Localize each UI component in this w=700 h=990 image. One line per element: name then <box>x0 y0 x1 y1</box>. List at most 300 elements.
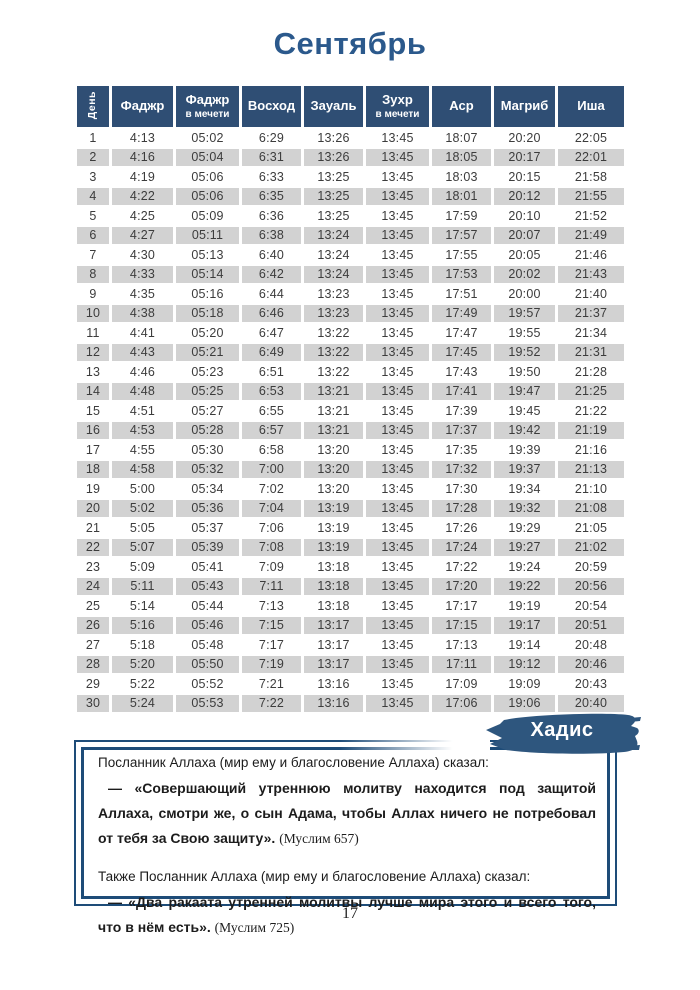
time-cell: 21:05 <box>558 519 624 537</box>
time-cell: 13:17 <box>304 636 363 654</box>
column-header: Зауаль <box>304 86 363 127</box>
time-cell: 13:45 <box>366 695 429 713</box>
day-cell: 20 <box>77 500 109 518</box>
day-cell: 27 <box>77 636 109 654</box>
time-cell: 17:57 <box>432 227 491 245</box>
day-cell: 10 <box>77 305 109 323</box>
time-cell: 5:07 <box>112 539 173 557</box>
time-cell: 13:45 <box>366 500 429 518</box>
time-cell: 19:12 <box>494 656 555 674</box>
time-cell: 17:06 <box>432 695 491 713</box>
table-row <box>77 617 624 635</box>
day-cell: 25 <box>77 597 109 615</box>
time-cell: 21:40 <box>558 285 624 303</box>
time-cell: 13:20 <box>304 441 363 459</box>
time-cell: 13:45 <box>366 383 429 401</box>
time-cell: 21:28 <box>558 363 624 381</box>
time-cell: 17:39 <box>432 402 491 420</box>
time-cell: 7:00 <box>242 461 301 479</box>
time-cell: 6:53 <box>242 383 301 401</box>
time-cell: 13:45 <box>366 675 429 693</box>
time-cell: 19:22 <box>494 578 555 596</box>
time-cell: 05:06 <box>176 188 239 206</box>
time-cell: 05:39 <box>176 539 239 557</box>
time-cell: 4:38 <box>112 305 173 323</box>
time-cell: 13:45 <box>366 188 429 206</box>
day-cell: 30 <box>77 695 109 713</box>
time-cell: 6:44 <box>242 285 301 303</box>
time-cell: 20:43 <box>558 675 624 693</box>
time-cell: 13:16 <box>304 695 363 713</box>
time-cell: 4:55 <box>112 441 173 459</box>
time-cell: 6:51 <box>242 363 301 381</box>
time-cell: 13:19 <box>304 500 363 518</box>
table-row <box>77 539 624 557</box>
time-cell: 13:45 <box>366 578 429 596</box>
time-cell: 05:16 <box>176 285 239 303</box>
time-cell: 13:24 <box>304 227 363 245</box>
time-cell: 21:25 <box>558 383 624 401</box>
day-cell: 6 <box>77 227 109 245</box>
time-cell: 05:52 <box>176 675 239 693</box>
column-header: Фаджр <box>112 86 173 127</box>
time-cell: 20:20 <box>494 129 555 147</box>
time-cell: 6:57 <box>242 422 301 440</box>
table-row <box>77 246 624 264</box>
day-cell: 18 <box>77 461 109 479</box>
time-cell: 05:32 <box>176 461 239 479</box>
time-cell: 05:43 <box>176 578 239 596</box>
time-cell: 19:09 <box>494 675 555 693</box>
table-row <box>77 402 624 420</box>
prayer-table-body <box>77 129 624 712</box>
time-cell: 13:24 <box>304 246 363 264</box>
table-row <box>77 149 624 167</box>
day-cell: 26 <box>77 617 109 635</box>
table-row <box>77 675 624 693</box>
hadith-frame-brush-fade <box>340 737 490 752</box>
table-row <box>77 266 624 284</box>
time-cell: 20:48 <box>558 636 624 654</box>
time-cell: 21:37 <box>558 305 624 323</box>
time-cell: 20:54 <box>558 597 624 615</box>
time-cell: 7:19 <box>242 656 301 674</box>
time-cell: 17:28 <box>432 500 491 518</box>
time-cell: 7:09 <box>242 558 301 576</box>
time-cell: 7:21 <box>242 675 301 693</box>
hadith-badge <box>482 710 642 758</box>
time-cell: 5:16 <box>112 617 173 635</box>
time-cell: 13:45 <box>366 344 429 362</box>
column-header: Восход <box>242 86 301 127</box>
column-header: Магриб <box>494 86 555 127</box>
time-cell: 6:29 <box>242 129 301 147</box>
time-cell: 13:45 <box>366 266 429 284</box>
day-cell: 17 <box>77 441 109 459</box>
time-cell: 19:50 <box>494 363 555 381</box>
time-cell: 6:36 <box>242 207 301 225</box>
time-cell: 20:05 <box>494 246 555 264</box>
time-cell: 21:58 <box>558 168 624 186</box>
time-cell: 05:18 <box>176 305 239 323</box>
time-cell: 5:02 <box>112 500 173 518</box>
time-cell: 4:13 <box>112 129 173 147</box>
table-row <box>77 480 624 498</box>
table-row <box>77 129 624 147</box>
time-cell: 13:26 <box>304 129 363 147</box>
time-cell: 19:55 <box>494 324 555 342</box>
table-row <box>77 519 624 537</box>
table-header <box>77 86 624 127</box>
time-cell: 13:21 <box>304 383 363 401</box>
table-row <box>77 558 624 576</box>
time-cell: 17:53 <box>432 266 491 284</box>
time-cell: 19:39 <box>494 441 555 459</box>
time-cell: 7:02 <box>242 480 301 498</box>
time-cell: 13:45 <box>366 227 429 245</box>
table-row <box>77 500 624 518</box>
time-cell: 17:22 <box>432 558 491 576</box>
time-cell: 05:36 <box>176 500 239 518</box>
time-cell: 05:53 <box>176 695 239 713</box>
time-cell: 13:45 <box>366 207 429 225</box>
time-cell: 20:46 <box>558 656 624 674</box>
time-cell: 5:05 <box>112 519 173 537</box>
time-cell: 05:46 <box>176 617 239 635</box>
time-cell: 13:45 <box>366 480 429 498</box>
page-number: 17 <box>342 905 358 922</box>
time-cell: 05:44 <box>176 597 239 615</box>
time-cell: 5:14 <box>112 597 173 615</box>
time-cell: 13:25 <box>304 207 363 225</box>
time-cell: 6:47 <box>242 324 301 342</box>
time-cell: 19:34 <box>494 480 555 498</box>
time-cell: 05:14 <box>176 266 239 284</box>
time-cell: 4:41 <box>112 324 173 342</box>
time-cell: 13:45 <box>366 363 429 381</box>
time-cell: 13:25 <box>304 188 363 206</box>
time-cell: 13:45 <box>366 402 429 420</box>
time-cell: 05:25 <box>176 383 239 401</box>
time-cell: 7:04 <box>242 500 301 518</box>
time-cell: 17:45 <box>432 344 491 362</box>
time-cell: 17:15 <box>432 617 491 635</box>
time-cell: 17:30 <box>432 480 491 498</box>
day-cell: 22 <box>77 539 109 557</box>
time-cell: 05:28 <box>176 422 239 440</box>
hadith-1-intro: Посланник Аллаха (мир ему и благословение Аллаха) сказал: <box>98 755 489 770</box>
time-cell: 13:23 <box>304 305 363 323</box>
day-cell: 28 <box>77 656 109 674</box>
time-cell: 18:05 <box>432 149 491 167</box>
table-row <box>77 656 624 674</box>
time-cell: 05:34 <box>176 480 239 498</box>
time-cell: 13:22 <box>304 344 363 362</box>
table-row <box>77 383 624 401</box>
time-cell: 22:05 <box>558 129 624 147</box>
time-cell: 21:46 <box>558 246 624 264</box>
time-cell: 13:45 <box>366 129 429 147</box>
time-cell: 13:45 <box>366 617 429 635</box>
table-row <box>77 227 624 245</box>
table-row <box>77 207 624 225</box>
time-cell: 13:45 <box>366 636 429 654</box>
time-cell: 4:43 <box>112 344 173 362</box>
time-cell: 21:10 <box>558 480 624 498</box>
time-cell: 21:52 <box>558 207 624 225</box>
time-cell: 18:01 <box>432 188 491 206</box>
time-cell: 13:22 <box>304 324 363 342</box>
hadith-1-quote-text: — «Совершающий утреннюю молитву находится под защитой Аллаха, смотри же, о сын Адама, чтобы Аллах ничего не потребовал от тебя за Свою защиту». <box>98 780 596 846</box>
time-cell: 19:52 <box>494 344 555 362</box>
time-cell: 21:19 <box>558 422 624 440</box>
time-cell: 13:21 <box>304 402 363 420</box>
day-cell: 9 <box>77 285 109 303</box>
hadith-2-quote-text: — «Два ракаата утренней молитвы лучше мира этого и всего того, что в нём есть». <box>98 894 596 935</box>
table-row <box>77 422 624 440</box>
time-cell: 21:13 <box>558 461 624 479</box>
table-header-row <box>77 86 624 127</box>
time-cell: 6:49 <box>242 344 301 362</box>
time-cell: 21:02 <box>558 539 624 557</box>
time-cell: 6:58 <box>242 441 301 459</box>
time-cell: 13:26 <box>304 149 363 167</box>
time-cell: 13:17 <box>304 617 363 635</box>
time-cell: 20:59 <box>558 558 624 576</box>
hadith-1-quote <box>98 776 596 851</box>
table-row <box>77 578 624 596</box>
time-cell: 13:45 <box>366 597 429 615</box>
time-cell: 6:31 <box>242 149 301 167</box>
time-cell: 6:38 <box>242 227 301 245</box>
time-cell: 05:27 <box>176 402 239 420</box>
time-cell: 4:33 <box>112 266 173 284</box>
time-cell: 4:46 <box>112 363 173 381</box>
time-cell: 18:07 <box>432 129 491 147</box>
time-cell: 21:31 <box>558 344 624 362</box>
time-cell: 19:45 <box>494 402 555 420</box>
time-cell: 17:13 <box>432 636 491 654</box>
prayer-times-table <box>74 84 627 714</box>
time-cell: 05:37 <box>176 519 239 537</box>
time-cell: 6:33 <box>242 168 301 186</box>
time-cell: 05:09 <box>176 207 239 225</box>
time-cell: 5:24 <box>112 695 173 713</box>
time-cell: 19:14 <box>494 636 555 654</box>
day-cell: 19 <box>77 480 109 498</box>
time-cell: 5:22 <box>112 675 173 693</box>
time-cell: 19:32 <box>494 500 555 518</box>
time-cell: 20:56 <box>558 578 624 596</box>
time-cell: 05:20 <box>176 324 239 342</box>
time-cell: 20:02 <box>494 266 555 284</box>
time-cell: 05:30 <box>176 441 239 459</box>
time-cell: 05:41 <box>176 558 239 576</box>
time-cell: 13:18 <box>304 558 363 576</box>
time-cell: 17:47 <box>432 324 491 342</box>
day-cell: 2 <box>77 149 109 167</box>
time-cell: 4:22 <box>112 188 173 206</box>
time-cell: 4:30 <box>112 246 173 264</box>
time-cell: 13:19 <box>304 539 363 557</box>
day-cell: 7 <box>77 246 109 264</box>
time-cell: 21:08 <box>558 500 624 518</box>
time-cell: 7:08 <box>242 539 301 557</box>
time-cell: 6:46 <box>242 305 301 323</box>
table-row <box>77 441 624 459</box>
prayer-times-table-wrap <box>74 84 627 714</box>
time-cell: 20:51 <box>558 617 624 635</box>
time-cell: 4:35 <box>112 285 173 303</box>
time-cell: 13:45 <box>366 441 429 459</box>
table-row <box>77 597 624 615</box>
time-cell: 17:49 <box>432 305 491 323</box>
table-row <box>77 324 624 342</box>
time-cell: 20:40 <box>558 695 624 713</box>
table-row <box>77 461 624 479</box>
time-cell: 13:45 <box>366 285 429 303</box>
time-cell: 20:15 <box>494 168 555 186</box>
time-cell: 6:55 <box>242 402 301 420</box>
time-cell: 17:55 <box>432 246 491 264</box>
time-cell: 20:07 <box>494 227 555 245</box>
time-cell: 5:18 <box>112 636 173 654</box>
time-cell: 13:45 <box>366 305 429 323</box>
time-cell: 19:57 <box>494 305 555 323</box>
time-cell: 7:22 <box>242 695 301 713</box>
time-cell: 20:00 <box>494 285 555 303</box>
time-cell: 4:53 <box>112 422 173 440</box>
time-cell: 19:06 <box>494 695 555 713</box>
time-cell: 21:43 <box>558 266 624 284</box>
column-header: Аср <box>432 86 491 127</box>
table-row <box>77 285 624 303</box>
time-cell: 05:02 <box>176 129 239 147</box>
time-cell: 05:50 <box>176 656 239 674</box>
time-cell: 17:09 <box>432 675 491 693</box>
time-cell: 4:19 <box>112 168 173 186</box>
time-cell: 19:17 <box>494 617 555 635</box>
time-cell: 13:20 <box>304 480 363 498</box>
time-cell: 13:24 <box>304 266 363 284</box>
time-cell: 13:45 <box>366 656 429 674</box>
day-cell: 1 <box>77 129 109 147</box>
time-cell: 13:45 <box>366 539 429 557</box>
time-cell: 20:10 <box>494 207 555 225</box>
time-cell: 17:20 <box>432 578 491 596</box>
column-header: День <box>77 86 109 127</box>
time-cell: 13:45 <box>366 168 429 186</box>
time-cell: 17:32 <box>432 461 491 479</box>
day-cell: 23 <box>77 558 109 576</box>
time-cell: 17:51 <box>432 285 491 303</box>
column-header: Фаджр в мечети <box>176 86 239 127</box>
time-cell: 4:16 <box>112 149 173 167</box>
time-cell: 17:59 <box>432 207 491 225</box>
time-cell: 13:23 <box>304 285 363 303</box>
time-cell: 13:45 <box>366 558 429 576</box>
time-cell: 7:13 <box>242 597 301 615</box>
time-cell: 19:29 <box>494 519 555 537</box>
time-cell: 13:22 <box>304 363 363 381</box>
time-cell: 5:20 <box>112 656 173 674</box>
time-cell: 17:37 <box>432 422 491 440</box>
time-cell: 4:25 <box>112 207 173 225</box>
day-cell: 11 <box>77 324 109 342</box>
time-cell: 18:03 <box>432 168 491 186</box>
day-cell: 24 <box>77 578 109 596</box>
time-cell: 4:51 <box>112 402 173 420</box>
time-cell: 22:01 <box>558 149 624 167</box>
time-cell: 13:45 <box>366 324 429 342</box>
time-cell: 13:45 <box>366 461 429 479</box>
time-cell: 13:45 <box>366 519 429 537</box>
page-title: Сентябрь <box>273 26 427 61</box>
time-cell: 13:45 <box>366 149 429 167</box>
time-cell: 21:34 <box>558 324 624 342</box>
column-header: Зухр в мечети <box>366 86 429 127</box>
time-cell: 4:48 <box>112 383 173 401</box>
hadith-2-source: (Муслим 725) <box>214 920 295 935</box>
time-cell: 13:20 <box>304 461 363 479</box>
table-row <box>77 168 624 186</box>
day-cell: 4 <box>77 188 109 206</box>
day-cell: 5 <box>77 207 109 225</box>
time-cell: 6:40 <box>242 246 301 264</box>
time-cell: 19:47 <box>494 383 555 401</box>
time-cell: 17:17 <box>432 597 491 615</box>
time-cell: 19:19 <box>494 597 555 615</box>
time-cell: 05:11 <box>176 227 239 245</box>
time-cell: 17:11 <box>432 656 491 674</box>
time-cell: 17:26 <box>432 519 491 537</box>
time-cell: 4:58 <box>112 461 173 479</box>
time-cell: 7:15 <box>242 617 301 635</box>
day-cell: 3 <box>77 168 109 186</box>
time-cell: 05:06 <box>176 168 239 186</box>
time-cell: 5:09 <box>112 558 173 576</box>
time-cell: 7:11 <box>242 578 301 596</box>
day-cell: 29 <box>77 675 109 693</box>
time-cell: 20:17 <box>494 149 555 167</box>
time-cell: 4:27 <box>112 227 173 245</box>
time-cell: 17:43 <box>432 363 491 381</box>
time-cell: 05:48 <box>176 636 239 654</box>
day-cell: 12 <box>77 344 109 362</box>
time-cell: 05:21 <box>176 344 239 362</box>
time-cell: 7:06 <box>242 519 301 537</box>
time-cell: 7:17 <box>242 636 301 654</box>
time-cell: 13:21 <box>304 422 363 440</box>
day-cell: 13 <box>77 363 109 381</box>
time-cell: 13:18 <box>304 597 363 615</box>
time-cell: 13:16 <box>304 675 363 693</box>
time-cell: 5:00 <box>112 480 173 498</box>
time-cell: 05:23 <box>176 363 239 381</box>
time-cell: 13:18 <box>304 578 363 596</box>
time-cell: 05:04 <box>176 149 239 167</box>
time-cell: 13:45 <box>366 422 429 440</box>
day-cell: 16 <box>77 422 109 440</box>
time-cell: 21:55 <box>558 188 624 206</box>
time-cell: 6:42 <box>242 266 301 284</box>
time-cell: 6:35 <box>242 188 301 206</box>
time-cell: 17:41 <box>432 383 491 401</box>
time-cell: 13:19 <box>304 519 363 537</box>
time-cell: 17:35 <box>432 441 491 459</box>
time-cell: 13:45 <box>366 246 429 264</box>
time-cell: 19:27 <box>494 539 555 557</box>
